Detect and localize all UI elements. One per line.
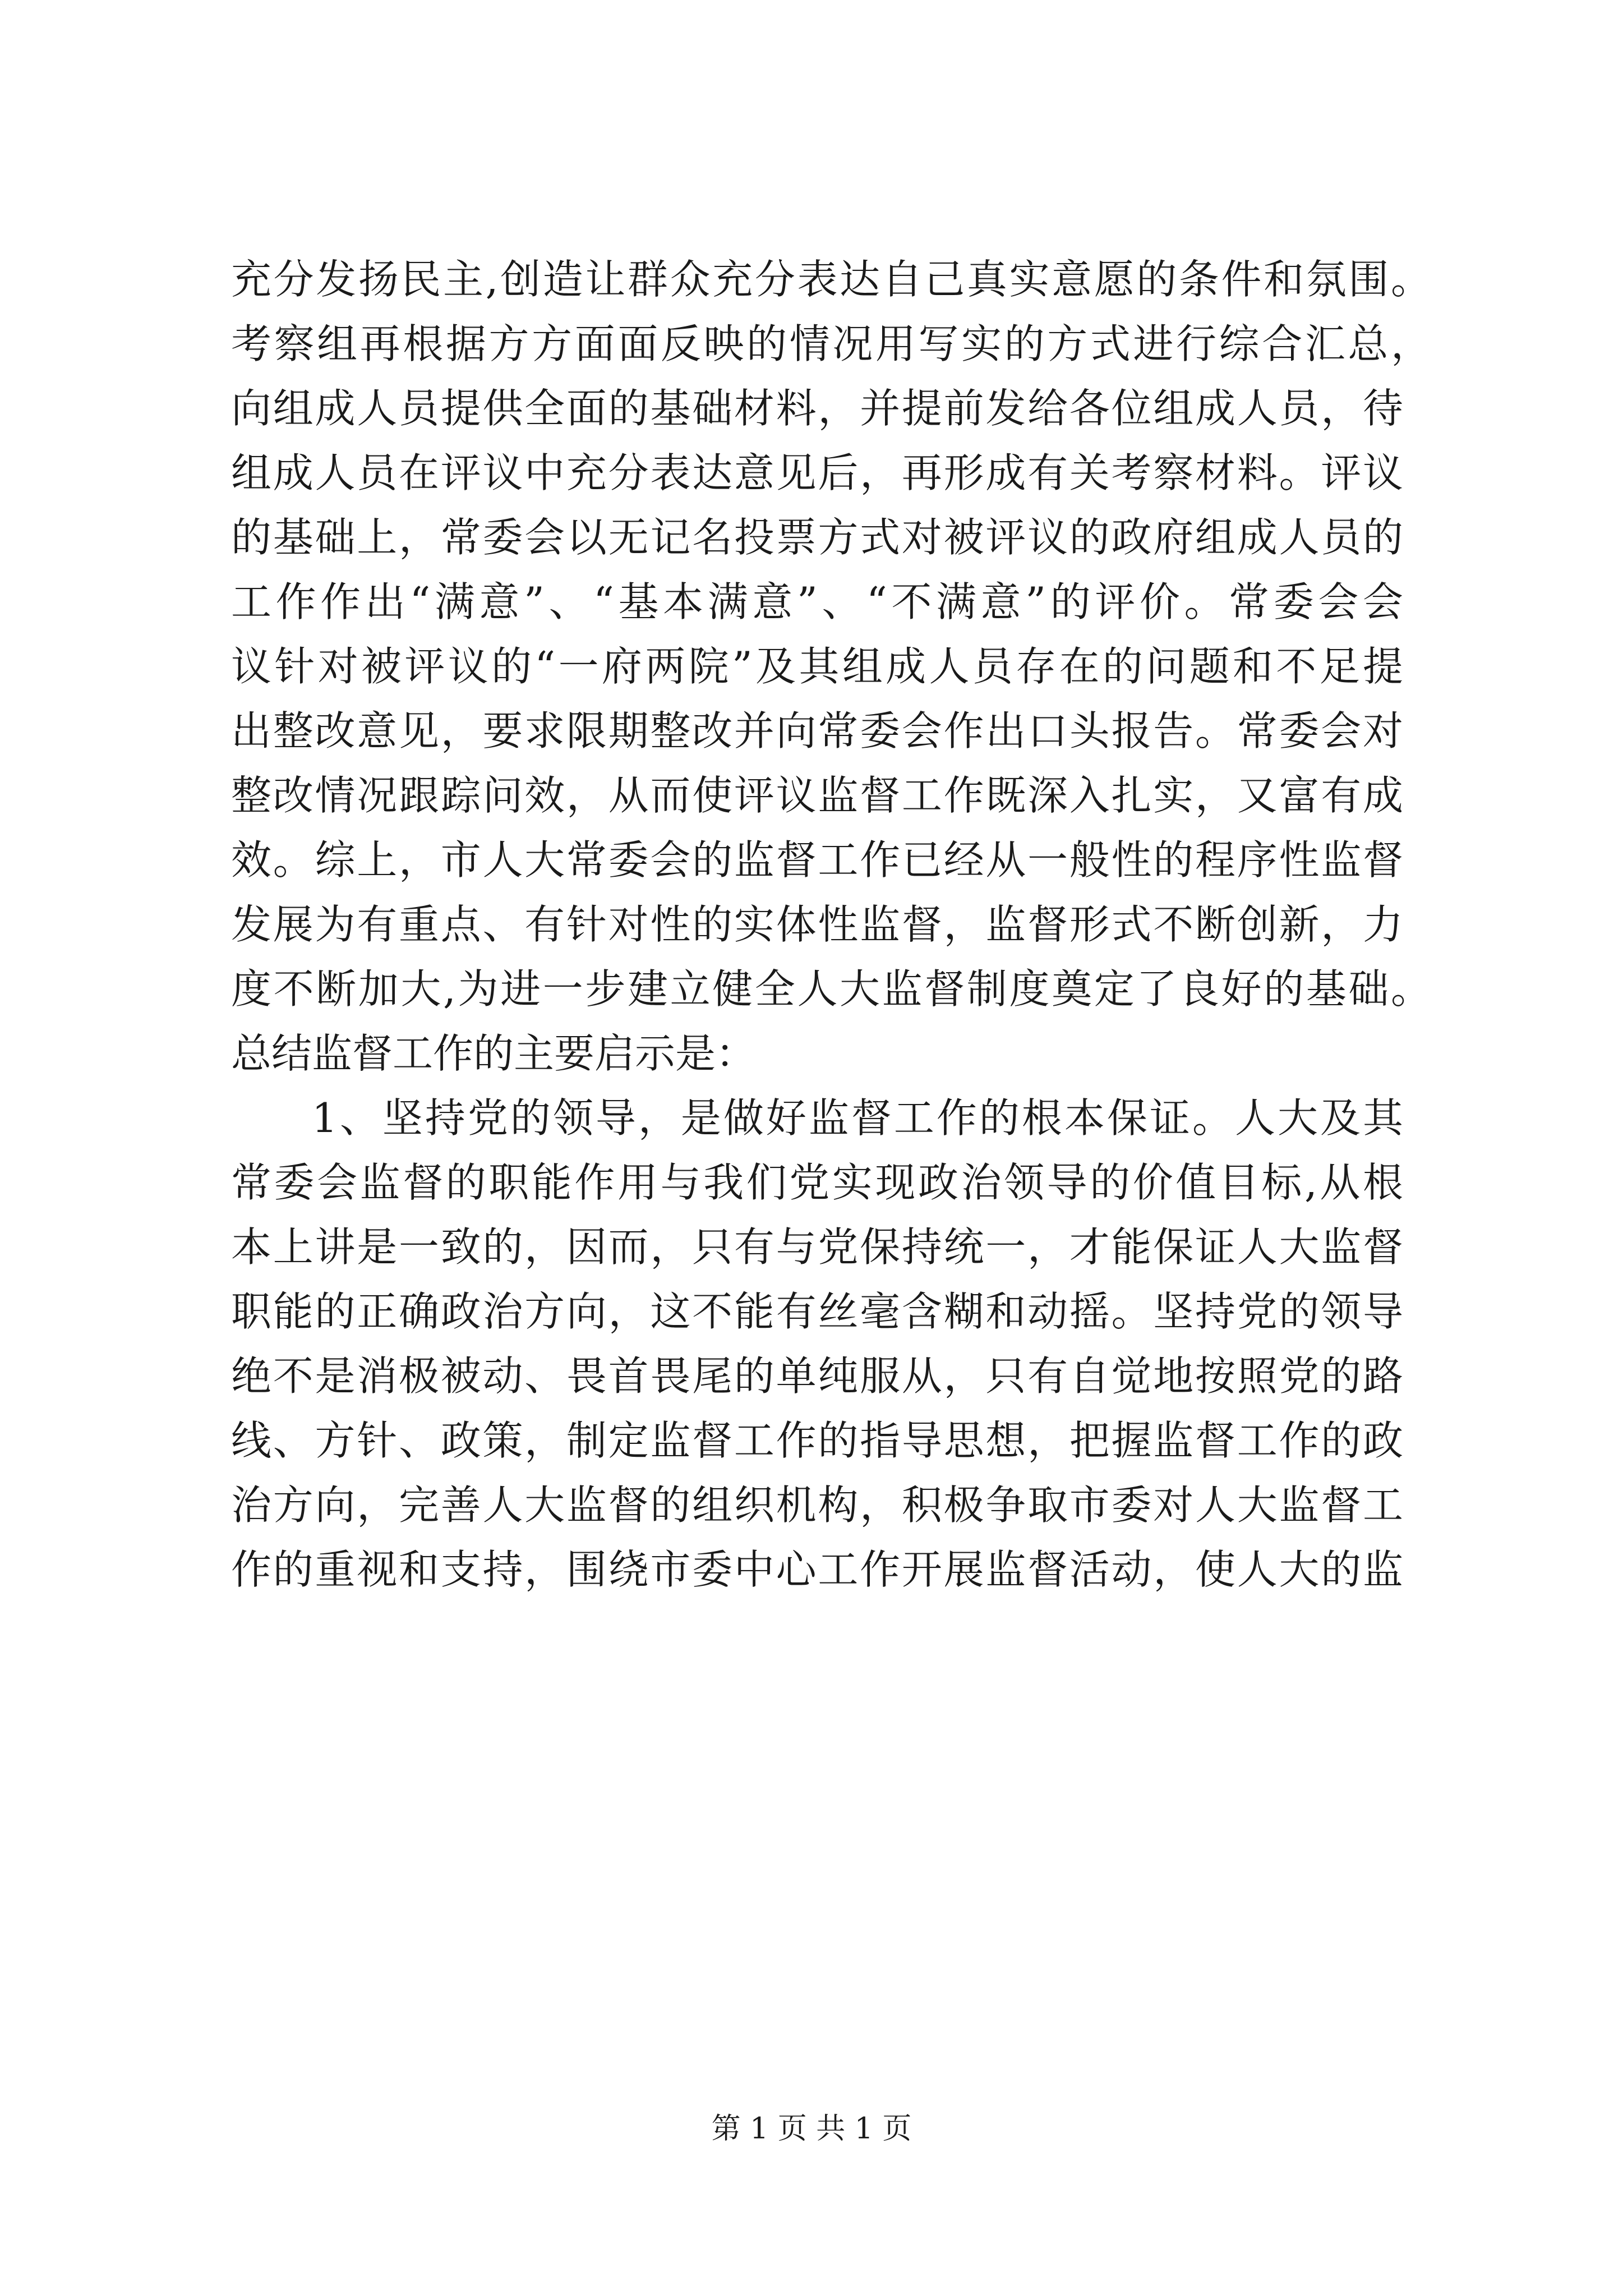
text-line: 线、方针、政策，制定监督工作的指导思想，把握监督工作的政 [231, 1417, 1403, 1464]
text-line: 组成人员在评议中充分表达意见后，再形成有关考察材料。评议 [231, 449, 1403, 496]
text-line: 工作作出“满意”、“基本满意”、“不满意”的评价。常委会会 [231, 578, 1403, 625]
text-line: 发展为有重点、有针对性的实体性监督，监督形式不断创新，力 [231, 901, 1403, 948]
text-line: 出整改意见，要求限期整改并向常委会作出口头报告。常委会对 [231, 707, 1403, 754]
text-line: 效。综上，市人大常委会的监督工作已经从一般性的程序性监督 [231, 836, 1403, 884]
text-line: 的基础上，常委会以无记名投票方式对被评议的政府组成人员的 [231, 514, 1403, 561]
text-line: 考察组再根据方方面面反映的情况用写实的方式进行综合汇总， [231, 320, 1431, 367]
text-line: 总结监督工作的主要启示是： [231, 1030, 757, 1077]
text-line: 向组成人员提供全面的基础材料，并提前发给各位组成人员，待 [231, 385, 1403, 432]
text-line: 度不断加大,为进一步建立健全人大监督制度奠定了良好的基础。 [231, 965, 1431, 1013]
text-line: 作的重视和支持，围绕市委中心工作开展监督活动，使人大的监 [231, 1546, 1403, 1593]
text-line: 1、坚持党的领导，是做好监督工作的根本保证。人大及其 [312, 1094, 1403, 1142]
text-line: 议针对被评议的“一府两院”及其组成人员存在的问题和不足提 [231, 643, 1403, 690]
text-line: 本上讲是一致的，因而，只有与党保持统一，才能保证人大监督 [231, 1223, 1403, 1271]
text-line: 绝不是消极被动、畏首畏尾的单纯服从，只有自觉地按照党的路 [231, 1352, 1403, 1400]
text-line: 治方向，完善人大监督的组织机构，积极争取市委对人大监督工 [231, 1481, 1403, 1529]
page-footer [0, 2109, 1623, 2148]
text-line: 充分发扬民主,创造让群众充分表达自己真实意愿的条件和氛围。 [231, 256, 1431, 303]
text-line: 常委会监督的职能作用与我们党实现政治领导的价值目标,从根 [231, 1159, 1403, 1206]
text-line: 职能的正确政治方向，这不能有丝毫含糊和动摇。坚持党的领导 [231, 1288, 1403, 1335]
text-line: 整改情况跟踪问效，从而使评议监督工作既深入扎实，又富有成 [231, 772, 1403, 819]
page-number-label: 第 1 页 共 1 页 [711, 2112, 912, 2146]
